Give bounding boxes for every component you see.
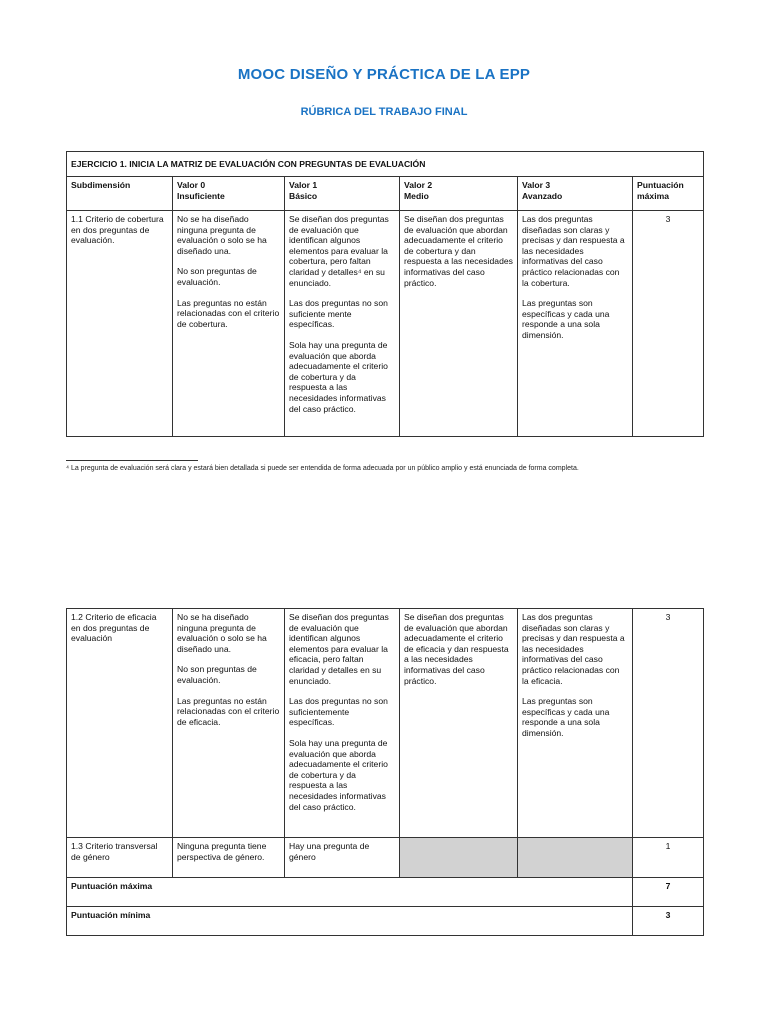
valor-2-cell: Se diseñan dos preguntas de evaluación que abordan adecuadamente el criterio de eficacia y dan respuesta a las necesidades informativas del caso práctico. bbox=[400, 609, 518, 838]
valor-0-cell: Ninguna pregunta tiene perspectiva de género. bbox=[173, 838, 285, 878]
header-puntuacion-maxima: Puntuación máxima bbox=[633, 177, 704, 211]
header-subdimension: Subdimensión bbox=[67, 177, 173, 211]
valor-1-cell: Se diseñan dos preguntas de evaluación que identifican algunos elementos para evaluar la cobertura, pero faltan claridad y detalles⁴ en su enunciado. Las dos preguntas no son suficiente mente específicas. Sola hay una pregunta de evaluación que aborda adecuadamente el criterio de cobertura y da respuesta a las necesidades informativas del caso práctico. bbox=[285, 211, 400, 437]
total-min-label: Puntuación mínima bbox=[67, 907, 633, 936]
valor-2-cell: Se diseñan dos preguntas de evaluación que abordan adecuadamente el criterio de cobertura y dan respuesta a las necesidades informativas del caso práctico. bbox=[400, 211, 518, 437]
footnote: ⁴ La pregunta de evaluación será clara y estará bien detallada si puede ser entendida de forma adecuada por un público amplio y está enunciada de forma completa. bbox=[66, 465, 579, 472]
score-cell: 3 bbox=[633, 609, 704, 838]
valor-3-cell: Las dos preguntas diseñadas son claras y precisas y dan respuesta a las necesidades informativas del caso práctico relacionadas con la eficacia. Las preguntas son específicas y cada una responde a una sola dimensión. bbox=[518, 609, 633, 838]
valor-1-cell: Se diseñan dos preguntas de evaluación que identifican algunos elementos para evaluar la eficacia, pero faltan claridad y detalles en su enunciado. Las dos preguntas no son suficientemente específicas. Sola hay una pregunta de evaluación que aborda adecuadamente el criterio de cobertura y da respuesta a las necesidades informativas del caso práctico. bbox=[285, 609, 400, 838]
table-row bbox=[67, 211, 704, 437]
total-max-label: Puntuación máxima bbox=[67, 878, 633, 907]
valor-2-empty-cell bbox=[400, 838, 518, 878]
table-row bbox=[67, 609, 704, 838]
footnote-divider bbox=[66, 460, 198, 461]
total-min-row bbox=[67, 907, 704, 936]
column-header-row bbox=[67, 177, 704, 211]
exercise-heading-row bbox=[67, 152, 704, 177]
rubric-table-1 bbox=[66, 151, 704, 437]
total-max-row bbox=[67, 878, 704, 907]
table-row bbox=[67, 838, 704, 878]
subdimension-cell: 1.2 Criterio de eficacia en dos preguntas de evaluación bbox=[67, 609, 173, 838]
valor-1-cell: Hay una pregunta de género bbox=[285, 838, 400, 878]
valor-0-cell: No se ha diseñado ninguna pregunta de evaluación o solo se ha diseñado una. No son preguntas de evaluación. Las preguntas no están relacionadas con el criterio de cobertura. bbox=[173, 211, 285, 437]
valor-3-cell: Las dos preguntas diseñadas son claras y precisas y dan respuesta a las necesidades informativas del caso práctico relacionadas con la cobertura. Las preguntas son específicas y cada una responde a una sola dimensión. bbox=[518, 211, 633, 437]
total-min-value: 3 bbox=[633, 907, 704, 936]
header-valor-2: Valor 2 Medio bbox=[400, 177, 518, 211]
score-cell: 3 bbox=[633, 211, 704, 437]
header-valor-3: Valor 3 Avanzado bbox=[518, 177, 633, 211]
document-subtitle: RÚBRICA DEL TRABAJO FINAL bbox=[300, 106, 468, 118]
subdimension-cell: 1.3 Criterio transversal de género bbox=[67, 838, 173, 878]
header-valor-0: Valor 0 Insuficiente bbox=[173, 177, 285, 211]
exercise-heading: EJERCICIO 1. INICIA LA MATRIZ DE EVALUACIÓN CON PREGUNTAS DE EVALUACIÓN bbox=[67, 152, 704, 177]
valor-3-empty-cell bbox=[518, 838, 633, 878]
header-valor-1: Valor 1 Básico bbox=[285, 177, 400, 211]
rubric-table-2 bbox=[66, 608, 704, 936]
subdimension-cell: 1.1 Criterio de cobertura en dos preguntas de evaluación. bbox=[67, 211, 173, 437]
total-max-value: 7 bbox=[633, 878, 704, 907]
score-cell: 1 bbox=[633, 838, 704, 878]
document-title: MOOC DISEÑO Y PRÁCTICA DE LA EPP bbox=[237, 66, 531, 83]
valor-0-cell: No se ha diseñado ninguna pregunta de evaluación o solo se ha diseñado una. No son preguntas de evaluación. Las preguntas no están relacionadas con el criterio de eficacia. bbox=[173, 609, 285, 838]
